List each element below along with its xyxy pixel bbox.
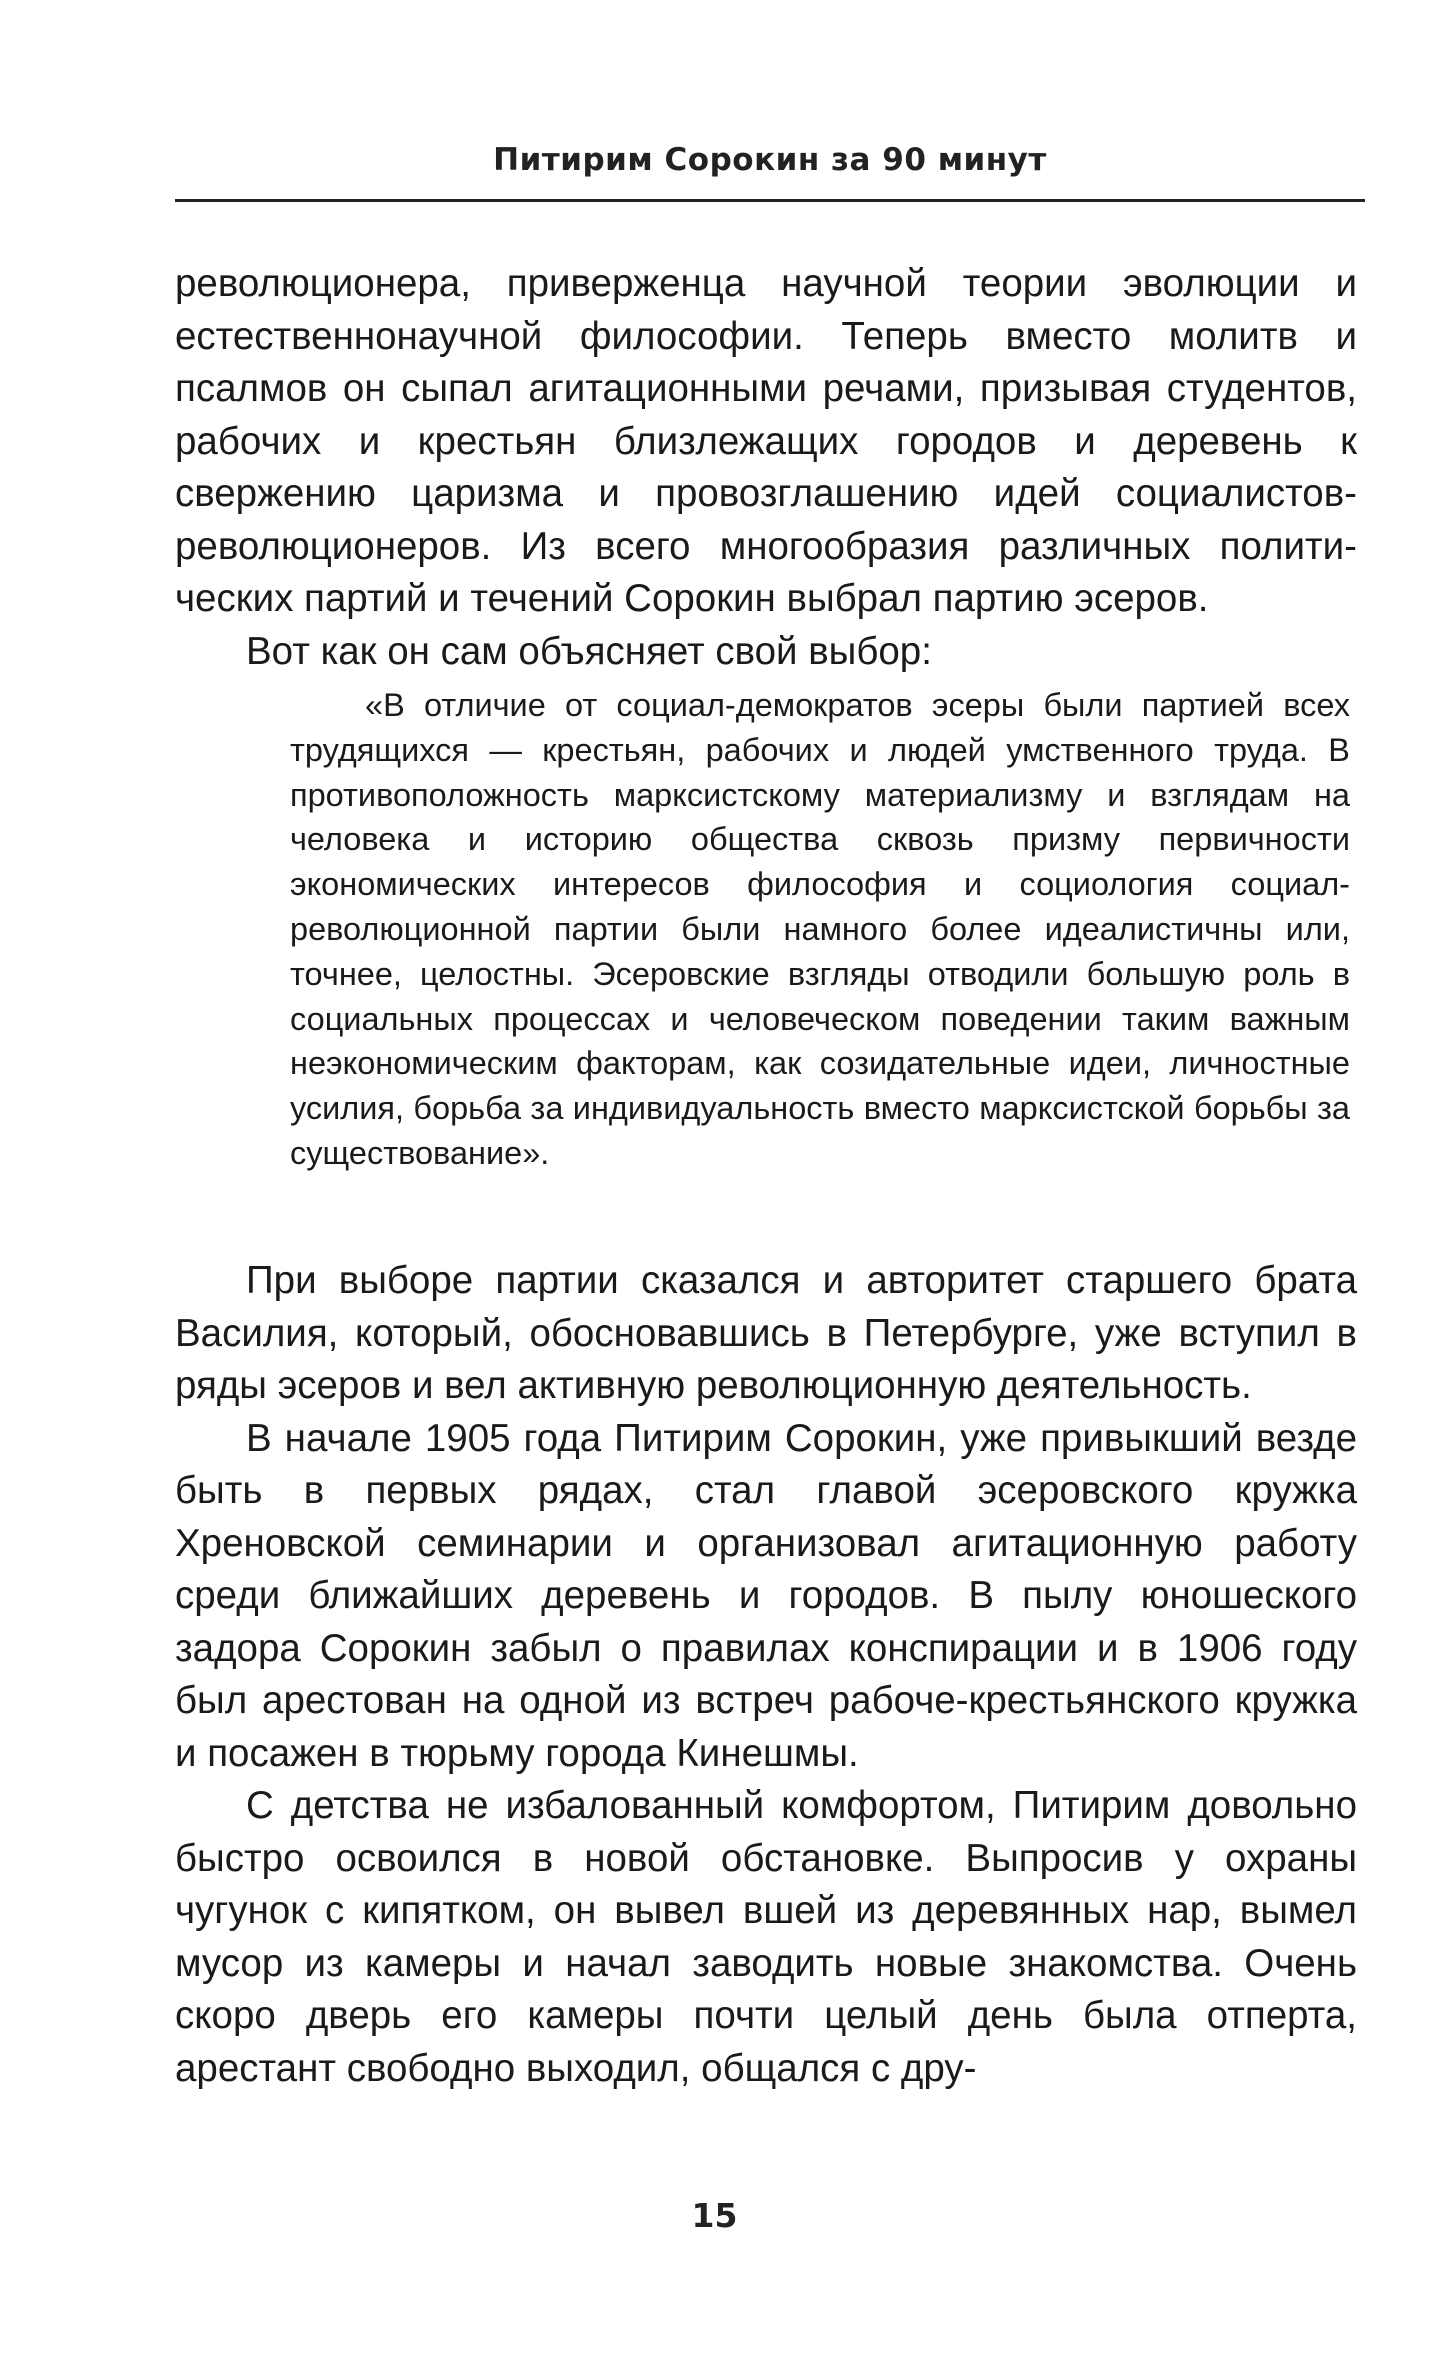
paragraph-brother: При выборе партии сказался и авторитет старшего брата Василия, который, обосновавшись в Петербурге, уже вступил в ряды эсеров и вел активную революционную деятельность. [175,1259,1357,1407]
header-rule [175,199,1365,202]
paragraph-quote-intro: Вот как он сам объясняет свой выбор: [246,629,932,673]
block-quote: «В отличие от социал-демократов эсеры были партией всех трудящихся — крестьян, рабочих и людей умственного труда. В противоположность марксистскому материализму и взглядам на человека и историю общества сквозь призму первичности экономических интересов философия и социология социал-революционной партии были намного более идеалистичны или, точнее, целостны. Эсеровские взгляды отводили большую роль в социальных процессах и человеческом поведении таким важным неэкономическим факторам, как созидательные идеи, личностные усилия, борьба за индивидуальность вместо марксистской борьбы за существование». [290,687,1350,1171]
body-text-top [175,258,1357,678]
paragraph-arrest: В начале 1905 года Питирим Сорокин, уже привыкший везде быть в первых рядах, стал главой эсеровского кружка Хреновской семинарии и организовал агитационную работу среди ближайших деревень и городов. В пылу юношеского задора Сорокин забыл о правилах конспирации и в 1906 году был арестован на одной из встреч рабоче-крестьянского кружка и посажен в тюрьму города Кинешмы. [175,1416,1357,1775]
paragraph-prison: С детства не избалованный комфортом, Питирим довольно быстро освоился в новой обстановке. Выпросив у охраны чугунок с кипятком, он вывел вшей из деревянных нар, вымел мусор из камеры и начал заводить новые знакомства. Очень скоро дверь его камеры почти целый день была отперта, арестант свободно выходил, общался с дру- [175,1784,1357,2090]
paragraph-continued: революционера, приверженца научной теории эволюции и естественнонаучной философии. Теперь вместо молитв и псалмов он сыпал агитационными речами, призывая студентов, рабочих и крестьян близлежащих городов и деревень к свержению царизма и провозглашению идей социалистов-революционеров. Из всего многообразия различных политических партий и течений Сорокин выбрал партию эсеров. [175,262,1357,620]
running-header: Питирим Сорокин за 90 минут [493,142,1047,178]
page-number: 15 [691,2196,738,2235]
body-text-bottom [175,1255,1357,2095]
